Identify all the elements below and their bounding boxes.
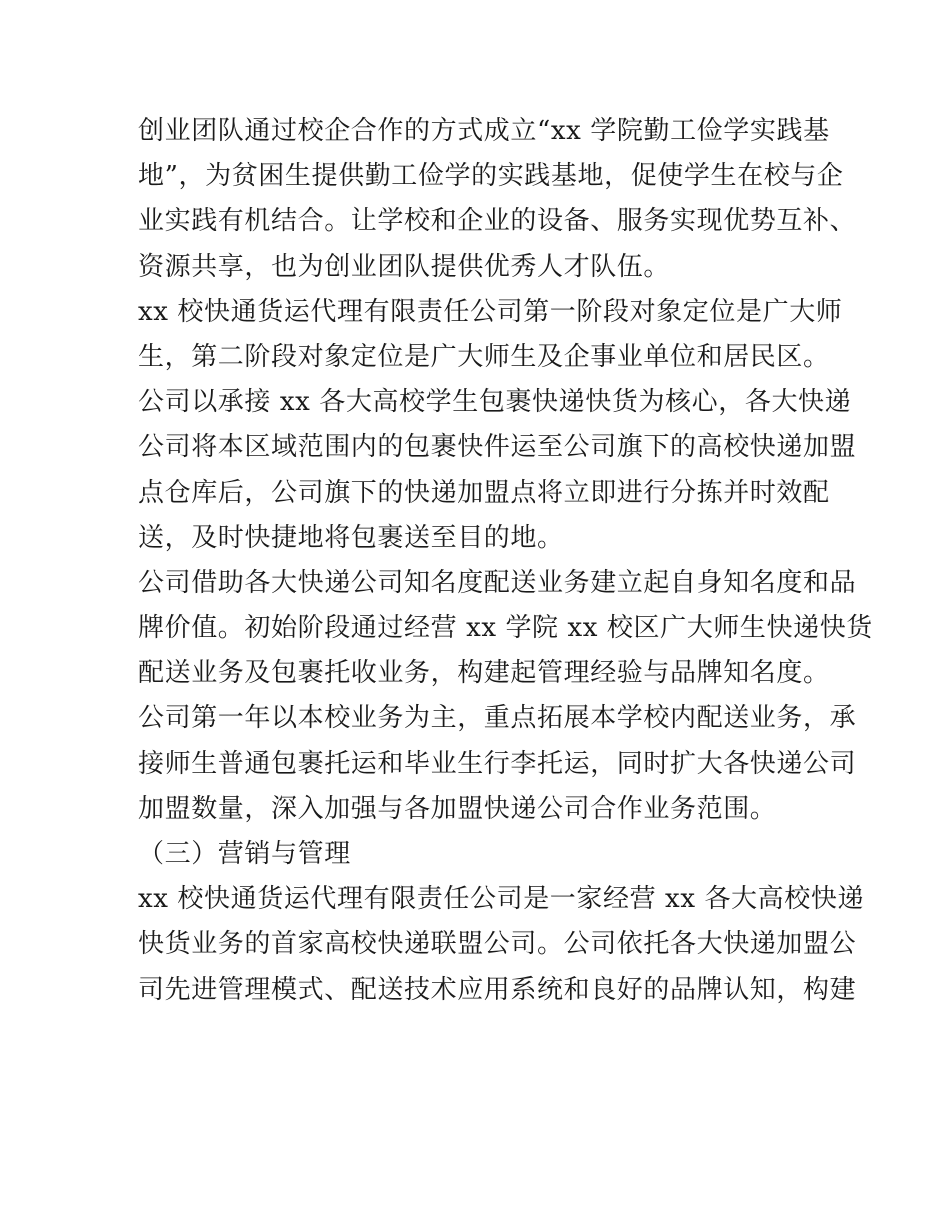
text-line: 点仓库后，公司旗下的快递加盟点将立即进行分拣并时效配 — [138, 477, 830, 508]
text-line: 生，第二阶段对象定位是广大师生及企事业单位和居民区。 — [138, 341, 830, 372]
paragraph-first-year-plan — [138, 696, 857, 832]
text-line: 公司第一年以本校业务为主，重点拓展本学校内配送业务，承 — [138, 703, 857, 734]
section-heading-marketing-management — [138, 832, 818, 877]
text-line: 创业团队通过校企合作的方式成立“xx 学院勤工俭学实践基 — [138, 116, 830, 146]
text-line: 接师生普通包裹托运和毕业生行李托运，同时扩大各快递公司 — [138, 748, 857, 779]
text-line: 加盟数量，深入加强与各加盟快递公司合作业务范围。 — [138, 793, 777, 824]
text-line: 公司借助各大快递公司知名度配送业务建立起自身知名度和品 — [138, 567, 857, 598]
section-heading: （三）营销与管理 — [138, 839, 351, 869]
text-line: 配送业务及包裹托收业务，构建起管理经验与品牌知名度。 — [138, 658, 830, 689]
document-body — [138, 109, 873, 1013]
text-line: 公司将本区域范围内的包裹快件运至公司旗下的高校快递加盟 — [138, 432, 857, 463]
paragraph-brand-value — [138, 561, 873, 697]
text-line: 快货业务的首家高校快递联盟公司。公司依托各大快递加盟公 — [138, 929, 857, 960]
paragraph-target-positioning — [138, 290, 843, 380]
text-line: 司先进管理模式、配送技术应用系统和良好的品牌认知，构建 — [138, 974, 857, 1005]
text-line: 送，及时快捷地将包裹送至目的地。 — [138, 522, 564, 553]
text-line: 地”，为贫困生提供勤工俭学的实践基地，促使学生在校与企 — [138, 161, 844, 192]
text-line: 公司以承接 xx 各大高校学生包裹快递快货为核心，各大快递 — [138, 387, 852, 418]
paragraph-core-business — [138, 380, 857, 561]
text-line: 业实践有机结合。让学校和企业的设备、服务实现优势互补、 — [138, 206, 857, 237]
text-line: 资源共享，也为创业团队提供优秀人才队伍。 — [138, 251, 671, 282]
text-line: xx 校快通货运代理有限责任公司是一家经营 xx 各大高校快递 — [138, 884, 865, 915]
text-line: xx 校快通货运代理有限责任公司第一阶段对象定位是广大师 — [138, 296, 843, 327]
text-line: 牌价值。初始阶段通过经营 xx 学院 xx 校区广大师生快递快货 — [138, 613, 873, 644]
paragraph-company-intro — [138, 877, 865, 1013]
paragraph-work-study-base — [138, 109, 857, 290]
